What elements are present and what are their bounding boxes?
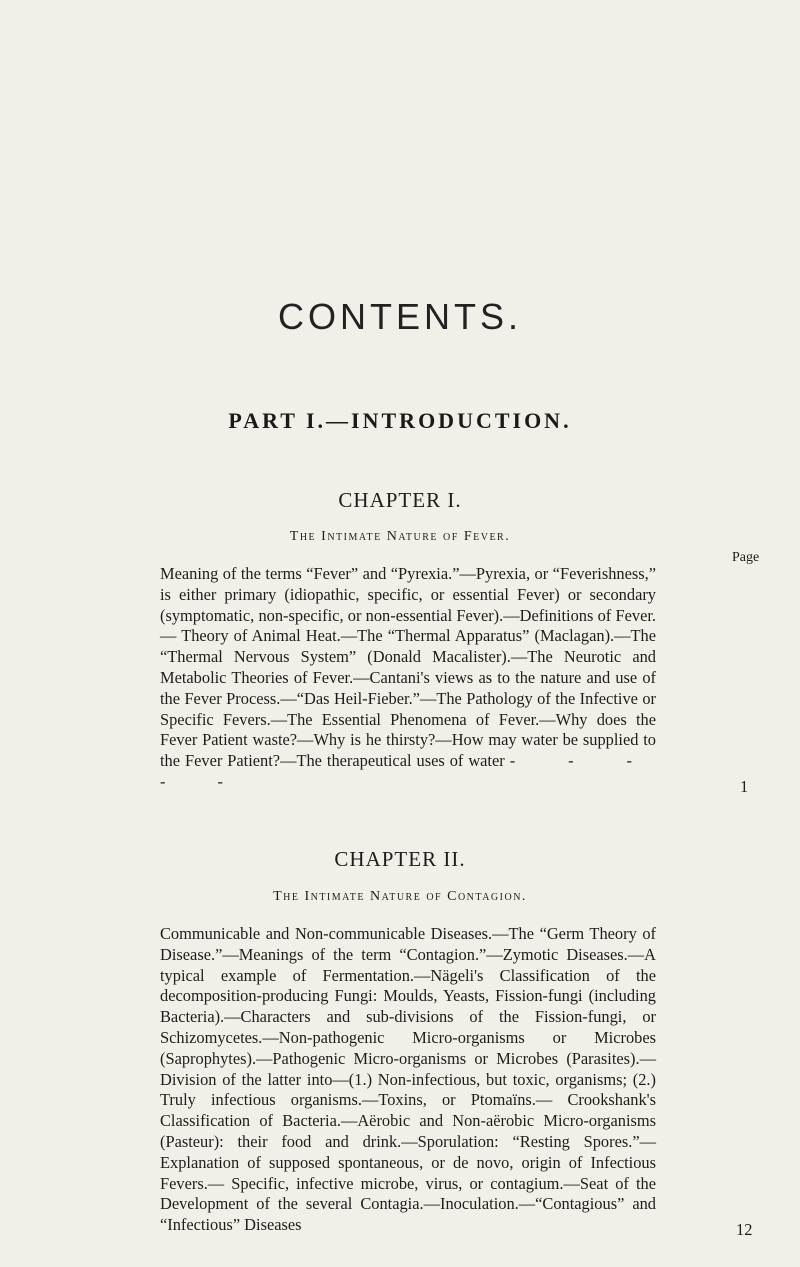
chapter-2-heading: CHAPTER II.	[334, 847, 466, 871]
part-title: PART I.—INTRODUCTION.	[228, 408, 572, 433]
chapter-1-subtitle: The Intimate Nature of Fever.	[289, 529, 511, 544]
chapter-1-summary	[160, 564, 656, 793]
contents-title: CONTENTS.	[277, 296, 522, 337]
chapter-2-page-number: 12	[736, 1220, 753, 1239]
chapter-2-subtitle: The Intimate Nature of Contagion.	[273, 889, 527, 904]
chapter-1-page-number: 1	[740, 777, 749, 796]
chapter-2-summary	[160, 924, 656, 1236]
page-column-label: Page	[732, 550, 760, 565]
chapter-2-text: Communicable and Non-communicable Diseases.—The “Germ Theory of Disease.”—Meanings of the term “Contagion.”—Zymotic Diseases.—A typical example of Fermentation.—Nägeli's Classification of the decomposition-producing Fungi: Moulds, Yeasts, Fission-fungi (including Bacteria).—Characters and sub-divisions of the Fission-fungi, or Schizomycetes.—Non-pathogenic Micro-organisms or Microbes (Saprophytes).—Pathogenic Micro-organisms or Microbes (Parasites).—Division of the latter into—(1.) Non-infectious, but toxic, organisms; (2.) Truly infectious organisms.—Toxins, or Ptomaïns.— Crookshank's Classification of Bacteria.—Aërobic and Non-aërobic Micro-organisms (Pasteur): their food and drink.—Sporulation: “Resting Spores.”— Explanation of supposed spontaneous, or de novo, origin of Infectious Fevers.— Specific, infective microbe, virus, or contagium.—Seat of the Development of the several Contagia.—Inoculation.—“Contagious” and “Infectious” Diseases	[160, 924, 656, 1235]
chapter-1-text: Meaning of the terms “Fever” and “Pyrexia.”—Pyrexia, or “Feverishness,” is either primary (idiopathic, specific, or essential Fever) or secondary (symptomatic, non-specific, or non-essential Fever).—Definitions of Fever.— Theory of Animal Heat.—The “Thermal Apparatus” (Maclagan).—The “Thermal Nervous System” (Donald Macalister).—The Neurotic and Metabolic Theories of Fever.—Cantani's views as to the nature and use of the Fever Process.—“Das Heil-Fieber.”—The Pathology of the Infective or Specific Fevers.—The Essential Phenomena of Fever.—Why does the Fever Patient waste?—Why is he thirsty?—How may water be supplied to the Fever Patient?—The therapeutical uses of water	[160, 564, 656, 771]
chapter-1-leaders: - - - - -	[160, 751, 656, 791]
chapter-1-heading: CHAPTER I.	[338, 488, 462, 512]
